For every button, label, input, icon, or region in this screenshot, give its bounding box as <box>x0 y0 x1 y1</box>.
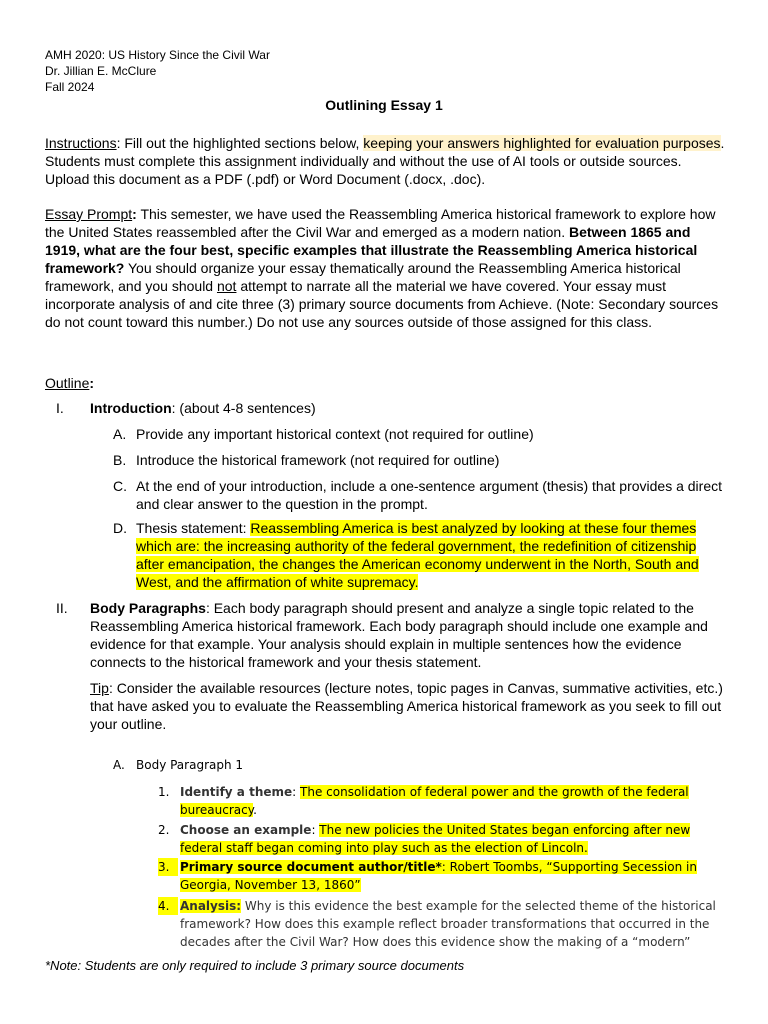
item-number: 1. <box>158 785 170 799</box>
item-letter: C. <box>113 478 127 494</box>
source-label: Primary source document author/title* <box>180 860 442 874</box>
essay-prompt-question: Between 1865 and 1919, what are the four best, specific examples that illustrate the Reassembling America historical framework? <box>45 224 698 276</box>
theme-answer: The consolidation of federal power and the growth of the federal bureaucracy <box>180 785 689 817</box>
term: Fall 2024 <box>45 80 95 94</box>
instructions-highlight: keeping your answers highlighted for evaluation purposes <box>363 135 721 151</box>
section-numeral: I. <box>56 400 64 416</box>
example-line <box>180 821 725 857</box>
example-colon: : <box>311 823 320 837</box>
source-colon: : <box>441 860 450 874</box>
essay-prompt-text1: This semester, we have used the Reassembling America historical framework to explore how the United States reassembled after the Civil War and emerged as a modern nation. <box>45 206 716 240</box>
outline-label: Outline <box>45 375 90 391</box>
essay-prompt-not: not <box>216 278 237 294</box>
essay-prompt-label: Essay Prompt <box>45 206 133 222</box>
source-answer: Robert Toombs, “Supporting Secession in Georgia, November 13, 1860” <box>180 860 697 892</box>
footnote: *Note: Students are only required to include 3 primary source documents <box>45 958 465 973</box>
body-desc: : Each body paragraph should present and analyze a single topic related to the Reassembling America historical framework. Each body paragraph should include one example and evidence for that example. Your analysis should explain in multiple sentences how the evidence connects to the historical framework and your thesis statement. <box>90 600 708 670</box>
item-number: 2. <box>158 823 170 837</box>
theme-end: . <box>253 803 257 817</box>
introduction-desc: : (about 4-8 sentences) <box>171 400 316 416</box>
instructions-text2: . Students must complete this assignment individually and without the use of AI tools or outside sources. Upload this document as a PDF (.pdf) or Word Document (.docx, .doc). <box>45 135 725 187</box>
essay-prompt-paragraph <box>45 205 725 331</box>
source-line <box>180 858 725 894</box>
instructions-text1: : Fill out the highlighted sections below, <box>116 135 364 151</box>
item-letter: D. <box>113 520 127 536</box>
thesis-answer: Reassembling America is best analyzed by looking at these four themes which are: the increasing authority of the federal government, the redefinition of citizenship after emancipation, the changes the American economy underwent in the North, South and West, and the affirmation of white supremacy. <box>136 520 699 590</box>
theme-colon: : <box>292 785 301 799</box>
theme-label: Identify a theme <box>180 785 293 799</box>
analysis-label: Analysis: <box>180 899 242 913</box>
instructions-label: Instructions <box>45 135 117 151</box>
analysis-line <box>180 897 725 951</box>
essay-prompt-text2: You should organize your essay thematically around the Reassembling America historical framework, and you should <box>45 260 681 294</box>
thesis-label: Thesis statement: <box>136 520 251 536</box>
example-answer: The new policies the United States began enforcing after new federal staff began coming into play such as the election of Lincoln. <box>180 823 691 855</box>
body-paragraph-1-title: Body Paragraph 1 <box>136 758 244 772</box>
instructor-name: Dr. Jillian E. McClure <box>45 64 157 78</box>
document-title: Outlining Essay 1 <box>325 97 443 113</box>
outline-heading <box>45 374 725 392</box>
theme-line <box>180 783 725 819</box>
item-text: Provide any important historical context (not required for outline) <box>136 426 534 442</box>
item-letter: A. <box>113 426 127 442</box>
introduction-line <box>90 399 725 417</box>
item-letter: B. <box>113 452 127 468</box>
introduction-title: Introduction <box>90 400 172 416</box>
thesis-statement <box>136 519 726 591</box>
example-label: Choose an example <box>180 823 312 837</box>
item-text: At the end of your introduction, include a one-sentence argument (thesis) that provides a direct and clear answer to the question in the prompt. <box>136 478 723 512</box>
item-number: 3. <box>158 858 178 876</box>
body-title: Body Paragraphs <box>90 600 206 616</box>
item-number: 4. <box>158 897 178 915</box>
tip-label: Tip <box>90 680 109 696</box>
course-name: AMH 2020: US History Since the Civil War <box>45 48 270 62</box>
tip-body: : Consider the available resources (lecture notes, topic pages in Canvas, summative activities, etc.) that have asked you to evaluate the Reassembling America historical framework as you seek to fill out your outline. <box>90 680 723 732</box>
item-text: Introduce the historical framework (not required for outline) <box>136 452 500 468</box>
body-paragraphs-text <box>90 599 725 671</box>
essay-prompt-text3: attempt to narrate all the material we have covered. Your essay must incorporate analysis of and cite three (3) primary source documents from Achieve. (Note: Secondary sources do not count toward this number.) Do not use any sources outside of those assigned for this class. <box>45 278 719 330</box>
section-numeral: II. <box>56 600 68 616</box>
outline-colon: : <box>89 375 95 391</box>
instructions-paragraph <box>45 134 725 188</box>
analysis-text: Why is this evidence the best example for the selected theme of the historical framework? How does this example reflect broader transformations that occurred in the decades after the Civil War? How does this evidence show the making of a “modern” <box>180 899 716 949</box>
tip-text <box>90 679 725 733</box>
essay-prompt-colon: : <box>132 206 137 222</box>
item-letter: A. <box>113 758 125 772</box>
